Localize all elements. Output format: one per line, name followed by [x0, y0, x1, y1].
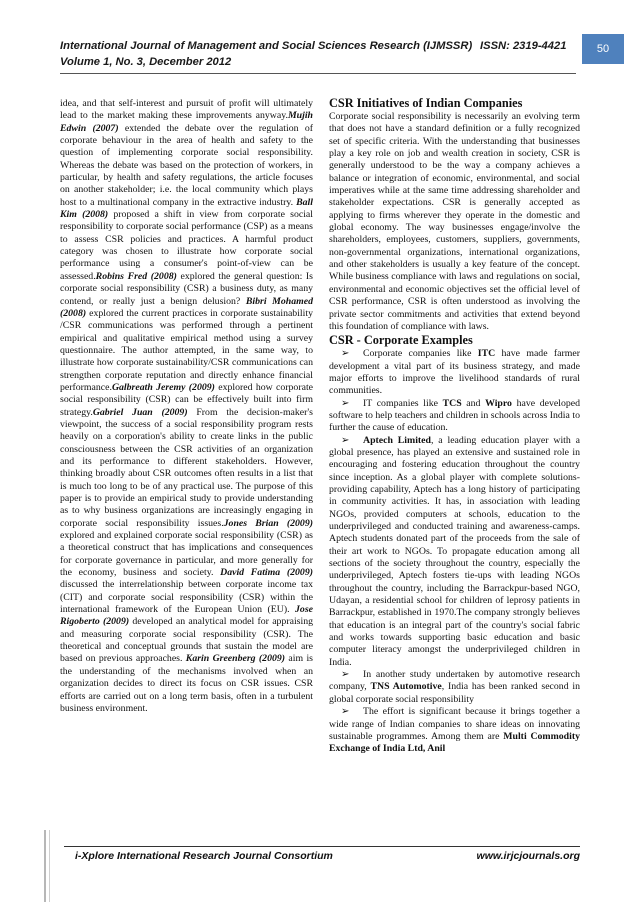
arrow-bullet-icon: ➢	[341, 348, 350, 360]
running-footer	[75, 850, 580, 862]
literature-review-paragraph: idea, and that self-interest and pursuit of profit will ultimately lead to the market making these improvements anyway.Mujih Edwin (2007) extended the debate over the regulation of corporate behaviour in the area of health and safety to the question of implementing corporate social responsibility. Whereas the debate was based on the protection of workers, in particular, by health and safety regulations, the article focuses on another stakeholder; i.e. the local community which plays host to a multinational company in the extractive industry. Ball Kim (2008) proposed a shift in view from corporate social responsibility to corporate social performance (CSP) as a means to assess CSR policies and practices. A harmful product category was chosen to illustrate how corporate social performance using a consumer's point-of-view can be assessed.Robins Fred (2008) explored the general question: Is corporate social responsibility (CSR) a business duty, as many contend, or really just a benign delusion? Bibri Mohamed (2008) explored the current practices in corporate sustainability /CSR communications was performed through a pertinent empirical and qualitative empirical method using a survey questionnaire. The author attempted, in the same way, to illustrate how corporate sustainability/CSR communications can strengthen corporate reputation and directly enhance financial performance.Galbreath Jeremy (2009) explored how corporate social responsibility (CSR) can be effectively built into firm strategy.Gabriel Juan (2009) From the decision-maker's viewpoint, the success of a social responsibility program rests heavily on a corporation's ability to create links in the public consciousness between the CSR activities of an organization and its performance to different stakeholders. However, thinking broadly about CSR outcomes often results in a list that is much too long to be of any practical use. The purpose of this paper is to provide an empirical study to provide understanding as to why business organizations are increasingly engaging in corporate social responsibility issues.Jones Brian (2009) explored and explained corporate social responsibility (CSR) as a theoretical construct that has implications and consequences for corporate governance in particular, and more generally for the economy, business and society. David Fatima (2009) discussed the interrelationship between corporate income tax (CIT) and corporate social responsibility (CSR) within the international framework of the European Union (EU). Jose Rigoberto (2009) developed an analytical model for appraising and measuring corporate social responsibility (CSR). The theoretical and conceptual grounds that sustain the model are based on previous approaches. Karin Greenberg (2009) aim is the understanding of the mechanisms involved when an organization decides to direct its focus on CSR issues. CSR efforts are carried out on a long term basis, often in a turbulent business environment.	[60, 98, 314, 714]
bullet-itc: ➢ Corporate companies like ITC have made farmer development a vital part of its business strategy, and made major efforts to improve the livelihood standards of rural communities.	[329, 348, 580, 397]
arrow-bullet-icon: ➢	[341, 397, 350, 409]
csr-initiatives-paragraph: Corporate social responsibility is necessarily an evolving term that does not have a standard definition or a fully recognized set of specific criteria. With the understanding that businesses play a key role on job and wealth creation in society, CSR is generally understood to be the way a company achieves a balance or integration of economic, environmental, and social imperatives while at the same time addressing shareholder and stakeholder expectations. CSR is generally accepted as applying to firms wherever they operate in the domestic and global economy. The way businesses engage/involve the shareholders, employees, customers, suppliers, governments, non-governmental organizations, international organizations, and other stakeholders is usually a key feature of the concept. While business compliance with laws and regulations on social, environmental and economic objectives set the official level of CSR performance, CSR is often understood as involving the private sector commitments and activities that extend beyond this foundation of compliance with laws.	[329, 111, 580, 332]
footer-rule	[64, 846, 580, 847]
volume-info: Volume 1, No. 3, December 2012	[60, 56, 232, 68]
issn: ISSN: 2319-4421	[480, 40, 567, 52]
bullet-tns-automotive: ➢ In another study undertaken by automotive research company, TNS Automotive, India has been ranked second in global corporate social responsibility	[329, 669, 580, 705]
arrow-bullet-icon: ➢	[341, 434, 350, 446]
arrow-bullet-icon: ➢	[341, 706, 350, 718]
bullet-aptech: ➢ Aptech Limited, a leading education player with a global presence, has played an extensive and sustained role in encouraging and fostering education throughout the country since inception. As a global player with complete solutions-providing capability, Aptech has a long history of participating in community activities. It has, in association with leading NGOs, provided computers at schools, education to the underprivileged and conducted training and awareness-camps. Aptech students donated part of the proceeds from the sale of their art work to NGOs. To propagate education among all sections of the society throughout the country, especially the underprivileged, Aptech fosters tie-ups with leading NGOs throughout the country, including the Barrackpur-based NGO, Udayan, a residential school for children of leprosy patients in Barrackpur, established in 1970.The company strongly believes that education is an integral part of the country's social fabric and works towards supporting basic education and basic computer literacy amongst the underprivileged children in India.	[329, 434, 580, 668]
section-heading-csr-initiatives: CSR Initiatives of Indian Companies	[329, 96, 523, 110]
bullet-sustainable-programmes: ➢ The effort is significant because it brings together a wide range of Indian companies to share ideas on innovating sustainable programmes. Among them are Multi Commodity Exchange of India Ltd, Anil	[329, 706, 580, 755]
section-heading-corporate-examples: CSR - Corporate Examples	[329, 333, 473, 348]
footer-consortium: i-Xplore International Research Journal Consortium	[75, 850, 333, 862]
journal-title: International Journal of Management and Social Sciences Research (IJMSSR)	[60, 40, 473, 52]
footer-website: www.irjcjournals.org	[476, 850, 580, 862]
margin-bar-thin	[49, 830, 50, 902]
running-header	[60, 38, 580, 70]
right-column	[329, 96, 580, 756]
arrow-bullet-icon: ➢	[341, 669, 350, 681]
header-rule	[60, 73, 576, 74]
bullet-tcs-wipro: ➢ IT companies like TCS and Wipro have developed software to help teachers and children in schools across India to further the cause of education.	[329, 397, 581, 434]
page-number-badge: 50	[582, 34, 624, 64]
margin-bar	[44, 830, 46, 902]
left-column	[60, 98, 313, 715]
